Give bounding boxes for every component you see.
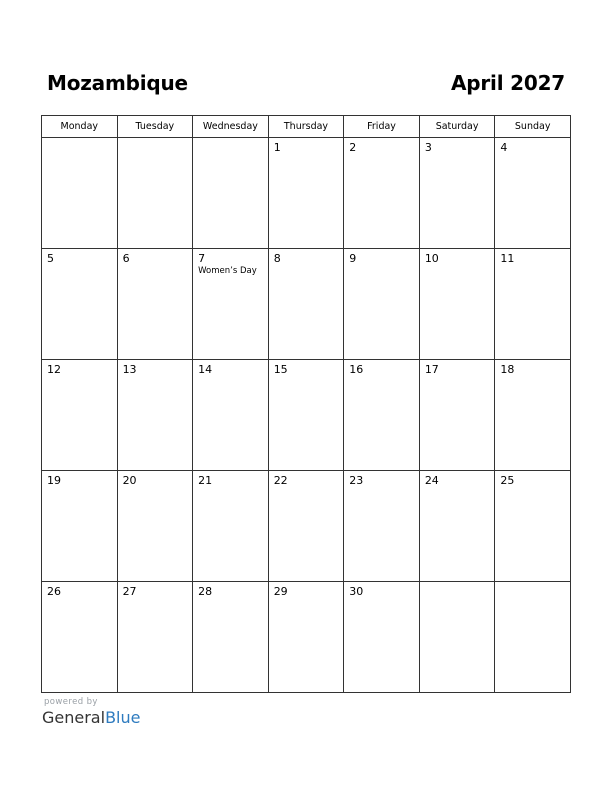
day-cell (193, 471, 269, 582)
week-row (42, 138, 571, 249)
day-cell (344, 471, 420, 582)
day-cell (193, 138, 269, 249)
day-number: 21 (198, 474, 213, 487)
calendar-grid (41, 115, 571, 693)
day-cell (117, 138, 193, 249)
day-cell (42, 138, 118, 249)
day-number: 9 (349, 252, 357, 265)
brand-name-part1: General (42, 708, 106, 727)
day-cell (344, 249, 420, 360)
weekday-header: Monday (42, 116, 118, 138)
day-cell (495, 582, 571, 693)
day-cell (419, 138, 495, 249)
weekday-header-row (42, 116, 571, 138)
day-number: 24 (424, 474, 439, 487)
day-cell (419, 471, 495, 582)
day-number: 10 (424, 252, 439, 265)
day-cell (419, 249, 495, 360)
day-number: 12 (47, 363, 61, 376)
day-cell (419, 360, 495, 471)
day-number: 20 (122, 474, 137, 487)
brand-logo[interactable] (42, 708, 140, 727)
weekday-header: Friday (344, 116, 420, 138)
day-cell (42, 360, 118, 471)
day-number: 27 (122, 585, 137, 598)
day-number: 8 (273, 252, 281, 265)
day-cell (193, 582, 269, 693)
month-year-title: April 2027 (451, 71, 565, 95)
day-cell (268, 471, 344, 582)
day-number: 30 (349, 585, 364, 598)
day-cell (42, 249, 118, 360)
day-number: 3 (424, 141, 432, 154)
week-row (42, 360, 571, 471)
day-number: 6 (122, 252, 130, 265)
week-row (42, 471, 571, 582)
day-cell (117, 582, 193, 693)
day-number: 18 (500, 363, 515, 376)
day-cell (193, 360, 269, 471)
day-number: 17 (424, 363, 439, 376)
day-cell (117, 360, 193, 471)
day-cell (344, 582, 420, 693)
day-cell (117, 249, 193, 360)
weekday-header: Saturday (419, 116, 495, 138)
day-cell (344, 138, 420, 249)
day-number: 1 (273, 141, 281, 154)
powered-by-label: powered by (44, 697, 98, 707)
day-number: 22 (273, 474, 288, 487)
day-cell (495, 360, 571, 471)
day-number: 13 (122, 363, 137, 376)
day-cell (344, 360, 420, 471)
day-number: 11 (500, 252, 515, 265)
weekday-header: Tuesday (117, 116, 193, 138)
day-cell (193, 249, 269, 360)
day-number: 26 (47, 585, 61, 598)
day-number: 23 (349, 474, 364, 487)
calendar-body (42, 138, 571, 693)
day-number: 14 (198, 363, 213, 376)
day-cell (42, 471, 118, 582)
day-cell (495, 249, 571, 360)
day-number: 2 (349, 141, 357, 154)
country-title: Mozambique (47, 71, 188, 95)
day-number: 25 (500, 474, 515, 487)
holiday-label: Women’s Day (198, 266, 257, 276)
day-cell (117, 471, 193, 582)
day-cell (419, 582, 495, 693)
day-number: 5 (47, 252, 54, 265)
week-row (42, 582, 571, 693)
day-cell (268, 582, 344, 693)
day-number: 7 (198, 252, 206, 265)
day-number: 28 (198, 585, 213, 598)
week-row (42, 249, 571, 360)
day-cell (495, 138, 571, 249)
weekday-header: Wednesday (193, 116, 269, 138)
day-number: 29 (273, 585, 288, 598)
brand-name-part2: Blue (105, 708, 141, 727)
day-cell (268, 360, 344, 471)
day-number: 15 (273, 363, 288, 376)
day-cell (268, 249, 344, 360)
day-cell (42, 582, 118, 693)
day-cell (495, 471, 571, 582)
day-number: 16 (349, 363, 364, 376)
day-number: 19 (47, 474, 61, 487)
day-cell (268, 138, 344, 249)
day-number: 4 (500, 141, 508, 154)
weekday-header: Thursday (268, 116, 344, 138)
weekday-header: Sunday (495, 116, 571, 138)
